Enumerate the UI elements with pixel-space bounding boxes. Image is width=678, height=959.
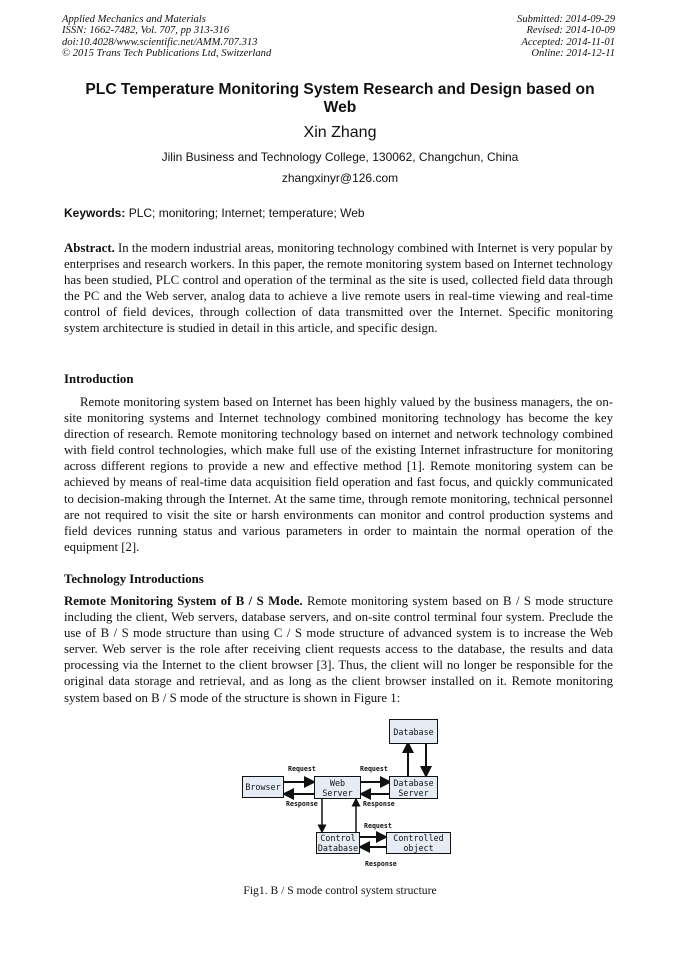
submitted-date: Submitted: 2014-09-29 (517, 14, 615, 25)
request-label-control: Request (364, 822, 392, 830)
keywords (64, 206, 365, 220)
author-affiliation: Jilin Business and Technology College, 130062, Changchun, China (161, 150, 519, 164)
journal-name: Applied Mechanics and Materials (62, 14, 206, 25)
accepted-date: Accepted: 2014-11-01 (521, 36, 615, 48)
control-database-box (316, 832, 360, 854)
request-label-browser: Request (288, 765, 316, 773)
abstract-text: In the modern industrial areas, monitoring technology combined with Internet is very popular by enterprises and research workers. In this paper, the remote monitoring system based on Internet technology has been studied, PLC control and operation of the terminal as the site is used, collected field data through the PC and the Web server, analog data to achieve a live remote users in real-time viewing and real-time control of field devices, through collection of data transmitted over the Internet. Specific monitoring system architecture is studied in detail in this article, and specific design. (64, 241, 613, 336)
database-server-line-2: Server (398, 787, 429, 798)
abstract (64, 240, 613, 337)
database-server-box (389, 776, 438, 799)
title-line-1: PLC Temperature Monitoring System Research and Design based on (85, 81, 595, 98)
controlled-object-box (386, 832, 451, 854)
browser-box: Browser (242, 776, 284, 798)
database-box: Database (389, 719, 438, 744)
technology-heading: Technology Introductions (64, 572, 204, 586)
journal-doi: doi:10.4028/www.scientific.net/AMM.707.313 (62, 36, 258, 48)
author-email: zhangxinyr@126.com (281, 171, 399, 185)
response-label-control: Response (365, 860, 397, 868)
request-label-db: Request (360, 765, 388, 773)
revised-date: Revised: 2014-10-09 (526, 25, 615, 37)
keywords-label: Keywords: (64, 206, 126, 220)
response-label-db: Response (363, 800, 395, 808)
journal-copyright: © 2015 Trans Tech Publications Ltd, Switzerland (62, 48, 272, 60)
journal-info (62, 14, 271, 60)
online-date: Online: 2014-12-11 (531, 48, 615, 60)
web-server-line-1: Web (329, 777, 346, 788)
technology-subheading: Remote Monitoring System of B / S Mode. (64, 594, 303, 608)
paper-title (60, 81, 620, 117)
journal-issn: ISSN: 1662-7482, Vol. 707, pp 313-316 (62, 25, 230, 37)
controlled-object-line-1: Controlled (393, 833, 444, 843)
response-label-browser: Response (286, 800, 318, 808)
abstract-label: Abstract. (64, 241, 115, 255)
web-server-box (314, 776, 361, 799)
controlled-object-line-2: object (403, 843, 434, 853)
database-server-line-1: Database (393, 777, 434, 788)
introduction-heading: Introduction (64, 372, 134, 386)
figure-1-caption: Fig1. B / S mode control system structure (243, 884, 437, 897)
control-database-line-1: Control (320, 833, 356, 843)
technology-text: Remote monitoring system based on B / S mode structure including the client, Web servers, database servers, and on-site control terminal four system. Preclude the use of B / S mode structure than using C / S mode structure of advanced system is to increase the Web server. Web server is the role after receiving client requests access to the database, the results and data processing via the Internet to the client browser [3]. Thus, the client will no longer be responsible for the original data storage and retrieval, and as long as the client browser installed on it. Remote monitoring system based on B / S mode of the structure is shown in Figure 1: (64, 594, 613, 705)
publication-dates (517, 14, 615, 60)
introduction-text: Remote monitoring system based on Internet has been highly valued by the business managers, the on-site monitoring systems and Internet technology combined monitoring technology has become the key direction of research. Remote monitoring technology based on internet and network technology combined with field control technologies, which make full use of the existing Internet infrastructure for monitoring across different regions to provide a new and effective method [1]. Remote monitoring system can be achieved by means of real-time data acquisition field operation and fast focus, and quickly communicated to decision-making through the Internet. At the same time, through remote monitoring, technical personnel are not required to visit the site or harsh environments can monitor and control production systems and field devices running status and various parameters in order to maintain the normal operation of the equipment [2]. (64, 395, 613, 554)
keywords-list: PLC; monitoring; Internet; temperature; Web (128, 206, 365, 220)
figure-1-diagram (236, 716, 456, 866)
technology-paragraph (64, 593, 613, 706)
web-server-line-2: Server (322, 787, 353, 798)
control-database-line-2: Database (317, 843, 359, 853)
author-name: Xin Zhang (303, 124, 377, 141)
title-line-2: Web (323, 99, 357, 116)
